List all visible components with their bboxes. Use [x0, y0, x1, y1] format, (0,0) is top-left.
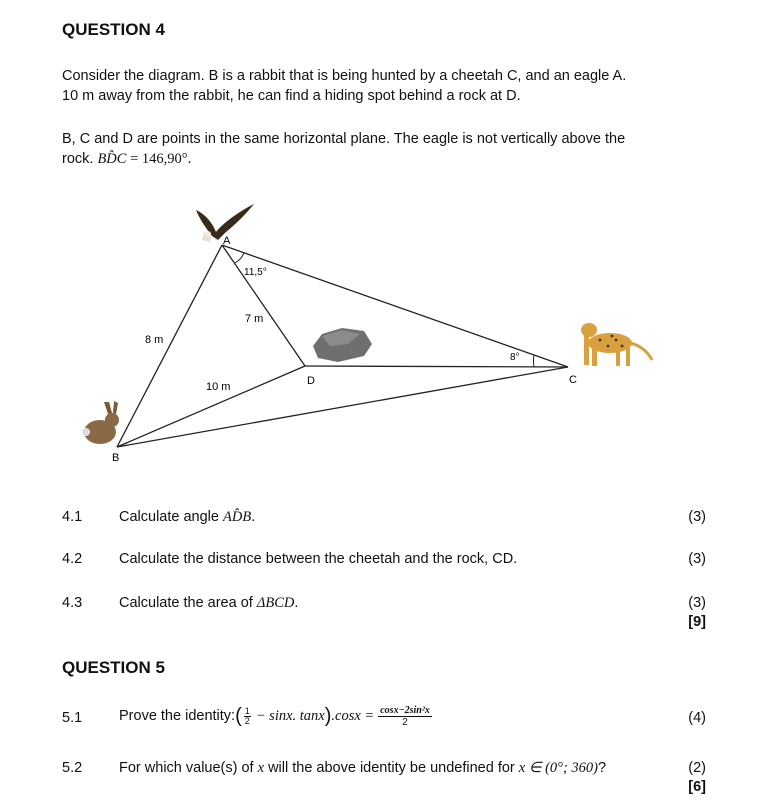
given-angle-value: 146,90°.	[141, 151, 192, 167]
q5-total-marks: [6]	[688, 779, 706, 795]
line-DC	[305, 366, 568, 367]
line-AD	[222, 245, 305, 366]
label-D: D	[307, 375, 315, 387]
q5-2-prompt: For which value(s) of	[119, 760, 258, 776]
q4-1-text	[119, 509, 255, 526]
q4-2-number: 4.2	[62, 551, 83, 567]
q5-2-domain: x ∈ (0°; 360)	[518, 760, 599, 776]
rhs-numerator: cosx−2sin²x	[380, 704, 430, 716]
label-C: C	[569, 374, 577, 386]
angle-C-value: 8°	[510, 352, 520, 363]
rock-icon	[313, 328, 372, 362]
half-denominator: 2	[244, 715, 250, 726]
q4-3-math: ΔBCD	[256, 595, 295, 611]
line-AB	[117, 245, 222, 447]
q4-2-marks: (3)	[688, 551, 706, 567]
right-paren: )	[324, 704, 332, 727]
q5-2-text	[119, 760, 606, 777]
q5-2-var: x	[257, 760, 265, 776]
q5-1-text	[119, 702, 432, 730]
context-prefix: rock.	[62, 151, 98, 167]
q4-1-prompt: Calculate angle	[119, 509, 223, 525]
q4-total-marks: [9]	[688, 614, 706, 630]
q5-2-marks: (2)	[688, 760, 706, 776]
angle-arc-A	[235, 253, 244, 263]
q4-2-text: Calculate the distance between the cheetah and the rock, CD.	[119, 551, 518, 567]
q4-1-tail: .	[251, 509, 256, 525]
length-AB: 8 m	[145, 334, 164, 346]
q5-1-prompt: Prove the identity:	[119, 708, 236, 724]
context-line-1: B, C and D are points in the same horizontal plane. The eagle is not vertically above the	[62, 131, 626, 147]
question-5-title: QUESTION 5	[62, 658, 165, 677]
q4-3-tail: .	[294, 595, 299, 611]
q4-3-marks: (3)	[688, 595, 706, 611]
question-4-title: QUESTION 4	[62, 20, 165, 39]
line-AC	[222, 245, 568, 367]
intro-line-2: 10 m away from the rabbit, he can find a hiding spot behind a rock at D.	[62, 88, 521, 104]
label-A: A	[223, 235, 231, 247]
half-fraction	[244, 707, 251, 726]
q4-3-text	[119, 595, 298, 612]
q5-2-prompt2: will the above identity be undefined for	[264, 760, 519, 776]
rhs-fraction	[378, 705, 432, 728]
given-angle-name: BD̂C	[97, 151, 127, 167]
q5-2-tail: ?	[598, 760, 607, 776]
intro-line-1: Consider the diagram. B is a rabbit that is being hunted by a cheetah C, and an eagle A.	[62, 68, 627, 84]
q4-3-number: 4.3	[62, 595, 83, 611]
left-paren: (	[235, 704, 242, 727]
q4-1-number: 4.1	[62, 509, 83, 525]
label-B: B	[112, 452, 120, 464]
q5-1-number: 5.1	[62, 710, 83, 726]
angle-arc-C	[533, 355, 534, 367]
q5-2-number: 5.2	[62, 760, 83, 776]
length-BD: 10 m	[206, 381, 231, 393]
q4-3-prompt: Calculate the area of	[119, 595, 257, 611]
q5-1-marks: (4)	[688, 710, 706, 726]
line-BC	[117, 367, 568, 447]
lhs-middle: − sinx. tanx	[255, 707, 325, 724]
half-numerator: 1	[244, 705, 250, 716]
line-BD	[117, 366, 305, 447]
length-AD: 7 m	[245, 313, 264, 325]
angle-A-value: 11,5°	[244, 267, 267, 278]
lhs-end: .cosx =	[331, 707, 375, 724]
rhs-denominator: 2	[402, 716, 408, 728]
q4-1-math: AD̂B	[223, 509, 252, 525]
cheetah-icon	[581, 323, 652, 366]
q4-1-marks: (3)	[688, 509, 706, 525]
given-angle-eq: =	[126, 151, 142, 167]
rabbit-icon	[82, 401, 119, 444]
